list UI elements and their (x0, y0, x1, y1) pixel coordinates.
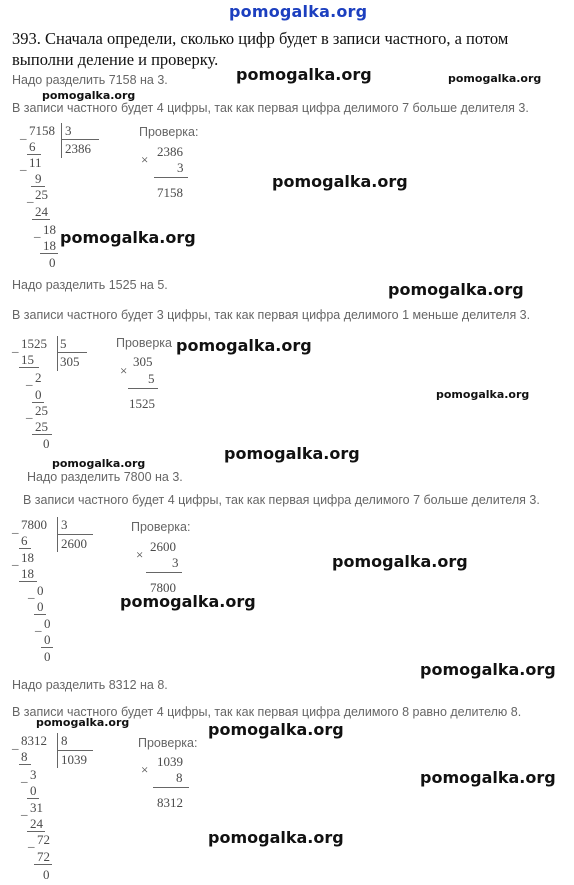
problem-line-1: 393. Сначала определи, сколько цифр будет в записи частного, а потом (12, 29, 509, 48)
step: 9 (35, 171, 42, 186)
step: 0 (44, 649, 51, 664)
step: 25 (35, 419, 48, 434)
quotient: 305 (60, 354, 80, 369)
task-text: Надо разделить 8312 на 8. (12, 678, 168, 692)
check-factor-b: 5 (148, 371, 155, 386)
watermark: pomogalka.org (332, 552, 468, 571)
multiplication-sign: × (136, 547, 144, 562)
dividend: 7800 (21, 517, 47, 532)
step: 6 (29, 139, 36, 154)
step: 25 (35, 403, 48, 418)
check-result: 8312 (157, 795, 183, 810)
quotient: 1039 (61, 752, 87, 767)
check-factor-b: 8 (176, 770, 183, 785)
dividend: 1525 (21, 336, 47, 351)
step: 0 (43, 436, 50, 451)
dividend: 8312 (21, 733, 47, 748)
quotient: 2386 (65, 141, 91, 156)
check-label: Проверка: (139, 125, 199, 139)
site-header[interactable]: pomogalka.org (229, 2, 368, 21)
task-text: Надо разделить 1525 на 5. (12, 278, 168, 292)
watermark: pomogalka.org (436, 388, 530, 401)
divisor: 8 (61, 733, 68, 748)
watermark: pomogalka.org (176, 336, 312, 355)
step: 31 (30, 800, 43, 815)
step: 0 (30, 783, 37, 798)
step: 0 (37, 599, 44, 614)
step: 18 (43, 238, 56, 253)
watermark: pomogalka.org (388, 280, 524, 299)
reason-text: В записи частного будет 4 цифры, так как первая цифра делимого 7 больше делителя 3. (12, 101, 529, 115)
dividend: 7158 (29, 123, 55, 138)
watermark: pomogalka.org (448, 72, 542, 85)
check-factor-b: 3 (172, 555, 179, 570)
watermark: pomogalka.org (208, 828, 344, 847)
task-text: Надо разделить 7800 на 3. (27, 470, 183, 484)
watermark: pomogalka.org (224, 444, 360, 463)
step: 8 (21, 749, 28, 764)
step: 0 (35, 387, 42, 402)
multiplication-sign: × (120, 363, 128, 378)
watermark: pomogalka.org (272, 172, 408, 191)
check-factor-a: 2386 (157, 144, 183, 159)
divisor: 5 (60, 336, 67, 351)
check-factor-a: 2600 (150, 539, 176, 554)
step: 24 (35, 204, 48, 219)
step: 11 (29, 155, 42, 170)
check-factor-a: 305 (133, 354, 153, 369)
check-factor-a: 1039 (157, 754, 183, 769)
divisor: 3 (61, 517, 68, 532)
check-result: 1525 (129, 396, 155, 411)
check-label: Проверка (116, 336, 172, 350)
check-label: Проверка: (131, 520, 191, 534)
reason-text: В записи частного будет 4 цифры, так как первая цифра делимого 8 равно делителю 8. (12, 705, 522, 719)
reason-text: В записи частного будет 3 цифры, так как первая цифра делимого 1 меньше делителя 3. (12, 308, 531, 322)
check-result: 7158 (157, 185, 183, 200)
watermark: pomogalka.org (208, 720, 344, 739)
step: 72 (37, 832, 50, 847)
step: 15 (21, 352, 34, 367)
step: 0 (37, 583, 44, 598)
step: 72 (37, 849, 50, 864)
quotient: 2600 (61, 536, 87, 551)
divisor: 3 (65, 123, 72, 138)
watermark: pomogalka.org (420, 660, 556, 679)
check-result: 7800 (150, 580, 176, 595)
watermark: pomogalka.org (420, 768, 556, 787)
step: 18 (43, 222, 56, 237)
step: 0 (44, 632, 51, 647)
watermark: pomogalka.org (52, 457, 146, 470)
step: 3 (30, 767, 37, 782)
step: 0 (49, 255, 56, 270)
check-label: Проверка: (138, 736, 198, 750)
step: 2 (35, 370, 42, 385)
watermark: pomogalka.org (42, 89, 136, 102)
task-text: Надо разделить 7158 на 3. (12, 73, 168, 87)
step: 25 (35, 187, 48, 202)
watermark: pomogalka.org (236, 65, 372, 84)
multiplication-sign: × (141, 762, 149, 777)
step: 6 (21, 533, 28, 548)
reason-text: В записи частного будет 4 цифры, так как первая цифра делимого 7 больше делителя 3. (23, 493, 540, 507)
multiplication-sign: × (141, 152, 149, 167)
watermark: pomogalka.org (60, 228, 196, 247)
check-factor-b: 3 (177, 160, 184, 175)
watermark: pomogalka.org (120, 592, 256, 611)
step: 24 (30, 816, 43, 831)
step: 18 (21, 550, 34, 565)
step: 0 (44, 616, 51, 631)
step: 0 (43, 867, 50, 882)
step: 18 (21, 566, 34, 581)
problem-line-2: выполни деление и проверку. (12, 50, 219, 69)
watermark: pomogalka.org (36, 716, 130, 729)
